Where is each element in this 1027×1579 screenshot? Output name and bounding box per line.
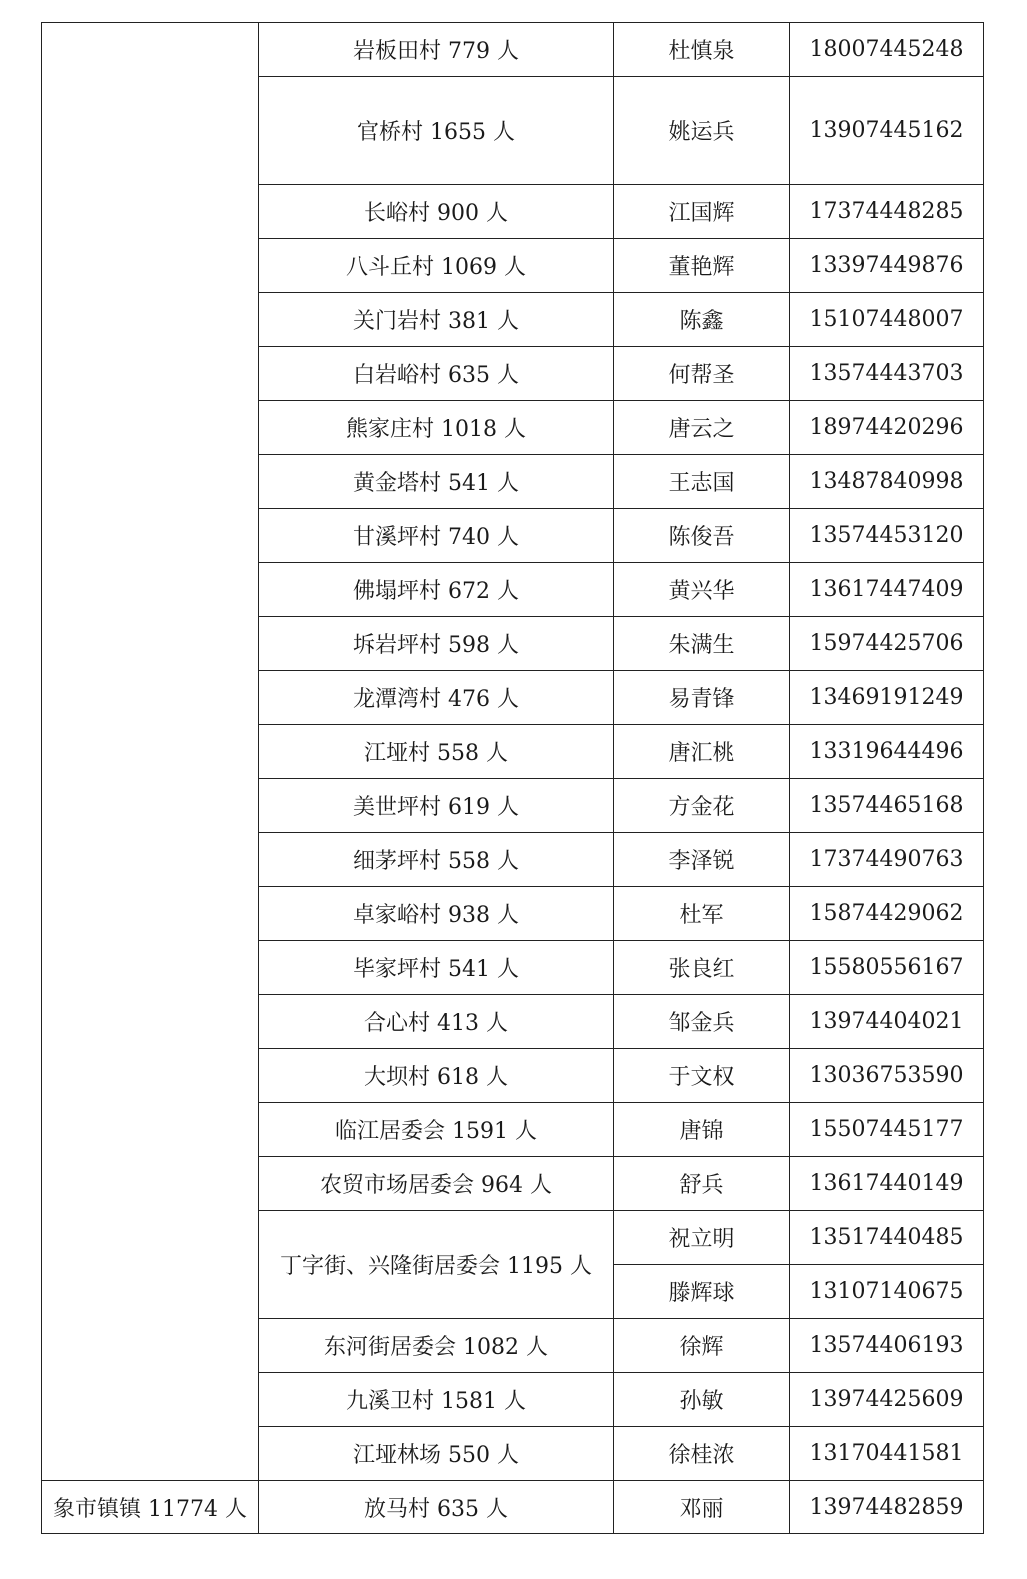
village-cell: 佛塌坪村 672 人 — [259, 563, 614, 617]
phone-cell: 17374490763 — [790, 833, 984, 887]
village-cell: 甘溪坪村 740 人 — [259, 509, 614, 563]
phone-cell: 13170441581 — [790, 1427, 984, 1481]
village-cell: 丁字街、兴隆街居委会 1195 人 — [259, 1211, 614, 1319]
village-cell: 龙潭湾村 476 人 — [259, 671, 614, 725]
village-cell: 熊家庄村 1018 人 — [259, 401, 614, 455]
phone-cell: 13487840998 — [790, 455, 984, 509]
contact-name-cell: 董艳辉 — [614, 239, 790, 293]
contact-name-cell: 徐辉 — [614, 1319, 790, 1373]
contact-name-cell: 李泽锐 — [614, 833, 790, 887]
phone-cell: 13974404021 — [790, 995, 984, 1049]
town-cell — [42, 23, 259, 1481]
contact-name-cell: 杜慎泉 — [614, 23, 790, 77]
village-cell: 美世坪村 619 人 — [259, 779, 614, 833]
contact-name-cell: 何帮圣 — [614, 347, 790, 401]
contact-name-cell: 舒兵 — [614, 1157, 790, 1211]
phone-cell: 15107448007 — [790, 293, 984, 347]
contact-name-cell: 陈鑫 — [614, 293, 790, 347]
village-cell: 关门岩村 381 人 — [259, 293, 614, 347]
village-cell: 黄金塔村 541 人 — [259, 455, 614, 509]
contact-name-cell: 唐汇桃 — [614, 725, 790, 779]
phone-cell: 13974425609 — [790, 1373, 984, 1427]
contact-name-cell: 朱满生 — [614, 617, 790, 671]
contact-name-cell: 张良红 — [614, 941, 790, 995]
contact-name-cell: 唐云之 — [614, 401, 790, 455]
contact-name-cell: 易青锋 — [614, 671, 790, 725]
village-cell: 白岩峪村 635 人 — [259, 347, 614, 401]
table-row — [42, 23, 984, 77]
phone-cell: 13517440485 — [790, 1211, 984, 1265]
contact-name-cell: 于文权 — [614, 1049, 790, 1103]
contact-name-cell: 滕辉球 — [614, 1265, 790, 1319]
village-cell: 合心村 413 人 — [259, 995, 614, 1049]
contact-name-cell: 邹金兵 — [614, 995, 790, 1049]
village-cell: 岩板田村 779 人 — [259, 23, 614, 77]
contact-name-cell: 陈俊吾 — [614, 509, 790, 563]
village-cell: 江垭村 558 人 — [259, 725, 614, 779]
village-cell: 细茅坪村 558 人 — [259, 833, 614, 887]
phone-cell: 13617447409 — [790, 563, 984, 617]
village-cell: 八斗丘村 1069 人 — [259, 239, 614, 293]
town-cell: 象市镇镇 11774 人 — [42, 1481, 259, 1534]
phone-cell: 15507445177 — [790, 1103, 984, 1157]
phone-cell: 13036753590 — [790, 1049, 984, 1103]
contact-name-cell: 孙敏 — [614, 1373, 790, 1427]
village-cell: 卓家峪村 938 人 — [259, 887, 614, 941]
phone-cell: 13574465168 — [790, 779, 984, 833]
contact-name-cell: 黄兴华 — [614, 563, 790, 617]
contact-name-cell: 唐锦 — [614, 1103, 790, 1157]
phone-cell: 15874429062 — [790, 887, 984, 941]
village-cell: 农贸市场居委会 964 人 — [259, 1157, 614, 1211]
phone-cell: 13574453120 — [790, 509, 984, 563]
contact-name-cell: 姚运兵 — [614, 77, 790, 185]
phone-cell: 13319644496 — [790, 725, 984, 779]
village-cell: 九溪卫村 1581 人 — [259, 1373, 614, 1427]
contact-name-cell: 徐桂浓 — [614, 1427, 790, 1481]
phone-cell: 13617440149 — [790, 1157, 984, 1211]
table-row — [42, 1481, 984, 1534]
phone-cell: 15580556167 — [790, 941, 984, 995]
village-cell: 放马村 635 人 — [259, 1481, 614, 1534]
contact-name-cell: 祝立明 — [614, 1211, 790, 1265]
phone-cell: 18974420296 — [790, 401, 984, 455]
contact-name-cell: 杜军 — [614, 887, 790, 941]
village-cell: 长峪村 900 人 — [259, 185, 614, 239]
village-cell: 大坝村 618 人 — [259, 1049, 614, 1103]
phone-cell: 13974482859 — [790, 1481, 984, 1534]
phone-cell: 15974425706 — [790, 617, 984, 671]
phone-cell: 18007445248 — [790, 23, 984, 77]
contact-name-cell: 王志国 — [614, 455, 790, 509]
village-cell: 毕家坪村 541 人 — [259, 941, 614, 995]
contact-name-cell: 邓丽 — [614, 1481, 790, 1534]
phone-cell: 13574406193 — [790, 1319, 984, 1373]
phone-cell: 13397449876 — [790, 239, 984, 293]
contact-name-cell: 方金花 — [614, 779, 790, 833]
phone-cell: 13469191249 — [790, 671, 984, 725]
village-cell: 江垭林场 550 人 — [259, 1427, 614, 1481]
phone-cell: 17374448285 — [790, 185, 984, 239]
village-cell: 坼岩坪村 598 人 — [259, 617, 614, 671]
village-cell: 官桥村 1655 人 — [259, 77, 614, 185]
phone-cell: 13907445162 — [790, 77, 984, 185]
phone-cell: 13574443703 — [790, 347, 984, 401]
village-cell: 东河街居委会 1082 人 — [259, 1319, 614, 1373]
village-cell: 临江居委会 1591 人 — [259, 1103, 614, 1157]
contact-name-cell: 江国辉 — [614, 185, 790, 239]
contact-table — [41, 22, 984, 1534]
phone-cell: 13107140675 — [790, 1265, 984, 1319]
